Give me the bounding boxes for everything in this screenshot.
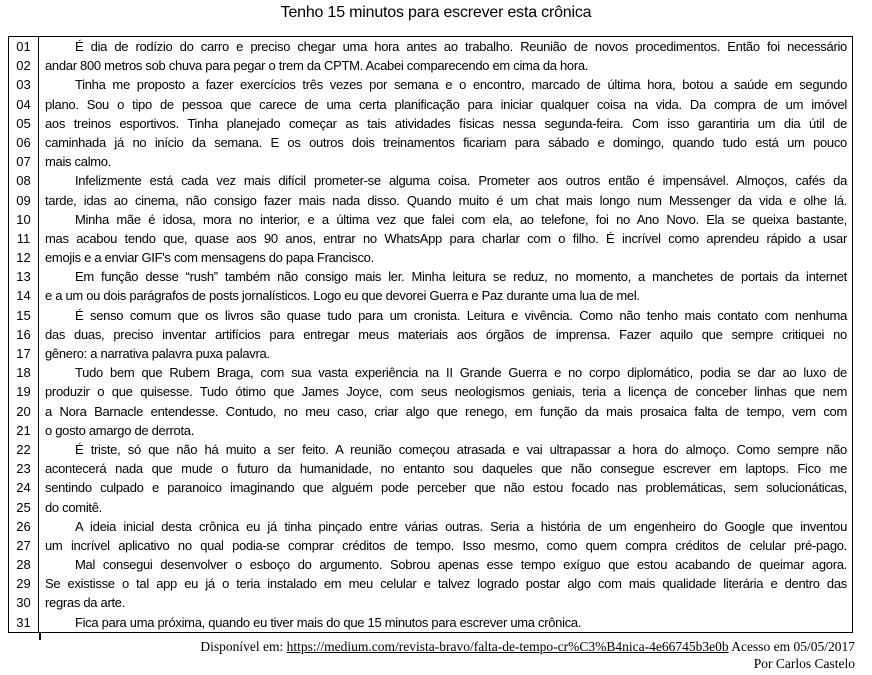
table-row	[9, 517, 852, 536]
line-number: 23	[9, 459, 39, 478]
line-text: acontecerá nada que mude o futuro da humanidade, no entanto sou daqueles que não consegue escrever em laptops. Fico me	[45, 461, 847, 477]
line-text: Se existisse o tal app eu já o teria instalado em meu celular e talvez logrado postar algo com mais qualidade literária e dentro das	[45, 576, 847, 592]
line-number: 14	[9, 286, 39, 305]
line-text: mas acabou tendo que, quase aos 90 anos, entrar no WhatsApp para charlar com o filho. É incrível como aprendeu rápido a usar	[45, 230, 847, 246]
line-text: andar 800 metros sob chuva para pegar o trem da CPTM. Acabei comparecendo em cima da hora.	[45, 58, 589, 74]
line-text: Tudo bem que Rubem Braga, com sua vasta experiência na II Grande Guerra e no corpo diplomático, podia se dar ao luxo de	[75, 365, 847, 381]
line-text: plano. Sou o tipo de pessoa que carece de uma certa planificação para iniciar qualquer coisa na vida. Da compra de um imóvel	[45, 96, 847, 112]
table-row	[9, 613, 852, 632]
line-number: 21	[9, 421, 39, 440]
text-table	[8, 36, 853, 633]
line-text: Mal consegui desenvolver o esboço do argumento. Sobrou apenas esse tempo exíguo que estou acabando de queimar agora.	[75, 557, 847, 573]
line-number: 15	[9, 306, 39, 325]
page-title: Tenho 15 minutos para escrever esta crônica	[280, 4, 592, 21]
table-row	[9, 191, 852, 210]
source-access-date: Acesso em 05/05/2017	[728, 639, 855, 654]
line-text: A ideia inicial desta crônica eu já tinha pinçado entre várias outras. Seria a história de um engenheiro do Google que inventou	[75, 518, 847, 534]
line-text: e a um ou dois parágrafos de posts jornalísticos. Logo eu que devorei Guerra e Paz durante uma lua de mel.	[45, 288, 640, 304]
source-citation	[200, 639, 855, 672]
line-number: 12	[9, 248, 39, 267]
line-text: mais calmo.	[45, 154, 112, 170]
table-row	[9, 382, 852, 401]
line-number: 27	[9, 536, 39, 555]
line-text: emojis e a enviar GIF's com mensagens do papa Francisco.	[45, 250, 374, 266]
line-text: produzir o que quisesse. Tudo ótimo que James Joyce, com seus neologismos geniais, teria a licença de conceber linhas que nem	[45, 384, 847, 400]
table-row	[9, 286, 852, 305]
source-link[interactable]: https://medium.com/revista-bravo/falta-de-tempo-cr%C3%B4nica-4e66745b3e0b	[286, 639, 729, 654]
table-row	[9, 95, 852, 114]
table-row	[9, 459, 852, 478]
line-number: 17	[9, 344, 39, 363]
table-row	[9, 325, 852, 344]
table-row	[9, 133, 852, 152]
line-number: 08	[9, 171, 39, 190]
line-text: gênero: a narrativa palavra puxa palavra.	[45, 346, 270, 361]
table-row	[9, 363, 852, 382]
table-row	[9, 536, 852, 555]
line-text: É triste, só que não há muito a ser feito. A reunião começou atrasada e vai ultrapassar a hora do almoço. Como sempre não	[75, 441, 847, 457]
line-text: aos treinos esportivos. Tinha planejado começar as tais atividades físicas nessa segunda-feira. Com isso garantiria um dia útil de	[45, 115, 847, 131]
line-number: 20	[9, 402, 39, 421]
line-text: a Nora Barnacle entendesse. Contudo, no meu caso, criar algo que renego, em função da mais prosaica falta de tempo, vem com	[45, 403, 847, 419]
line-text: regras da arte.	[45, 595, 126, 611]
line-text: tarde, idas ao cinema, não consigo fazer mais nada disso. Quando muito é um chat mais longo num Messenger da vida e olhe lá.	[45, 192, 847, 208]
table-row	[9, 267, 852, 286]
line-text: das duas, preciso inventar artifícios para entregar meus materiais aos órgãos de imprensa. Fazer aquilo que sempre critiquei no	[45, 326, 847, 342]
line-number: 16	[9, 325, 39, 344]
line-text: Em função desse “rush” também não consigo mais ler. Minha leitura se reduz, no momento, a manchetes de portais da internet	[75, 269, 847, 285]
table-row	[9, 421, 852, 440]
line-text: Fica para uma próxima, quando eu tiver mais do que 15 minutos para escrever uma crônica.	[75, 614, 582, 630]
line-number: 05	[9, 114, 39, 133]
line-text: sentindo culpado e paranoico imaginando que alguém pode perceber que não estou focado nas problemáticas, sem solucionáticas,	[45, 480, 847, 496]
table-row	[9, 210, 852, 229]
line-text: do comitê.	[45, 499, 102, 515]
table-row	[9, 306, 852, 325]
table-row	[9, 56, 852, 75]
line-text: É dia de rodízio do carro e preciso chegar uma hora antes ao trabalho. Reunião de novos procedimentos. Então foi necessário	[75, 39, 847, 54]
line-number: 24	[9, 478, 39, 497]
line-number: 02	[9, 56, 39, 75]
table-row	[9, 555, 852, 574]
table-row	[9, 344, 852, 363]
line-number: 09	[9, 191, 39, 210]
line-number: 04	[9, 95, 39, 114]
table-row	[9, 75, 852, 94]
line-text: o gosto amargo de derrota.	[45, 422, 195, 438]
line-number: 10	[9, 210, 39, 229]
line-text: caminhada já no início da semana. E os outros dois treinamentos ficariam para sábado e domingo, quando tudo está um pouco	[45, 134, 847, 150]
table-row	[9, 114, 852, 133]
line-number: 11	[9, 229, 39, 248]
line-text: um incrível aplicativo no qual podia-se comprar créditos de tempo. Isso mesmo, como quem compra créditos de celular pré-pago.	[45, 537, 847, 553]
line-number: 22	[9, 440, 39, 459]
table-row	[9, 574, 852, 593]
line-number: 01	[9, 37, 39, 56]
line-number: 06	[9, 133, 39, 152]
table-row	[9, 498, 852, 517]
line-number: 29	[9, 574, 39, 593]
line-number: 28	[9, 555, 39, 574]
table-row	[9, 37, 852, 56]
table-row	[9, 593, 852, 612]
line-number: 30	[9, 593, 39, 612]
source-prefix: Disponível em:	[200, 639, 287, 654]
line-text: É senso comum que os livros são quase tudo para um cronista. Leitura e vivência. Como não tenho mais contato com nenhuma	[75, 307, 847, 323]
line-number: 03	[9, 75, 39, 94]
line-number: 31	[9, 613, 39, 632]
line-number: 26	[9, 517, 39, 536]
line-text: Minha mãe é idosa, mora no interior, e a última vez que falei com ela, ao telefone, foi no Ano Novo. Ela se queixa bastante,	[75, 211, 847, 227]
line-number: 18	[9, 363, 39, 382]
line-number: 25	[9, 498, 39, 517]
line-number: 19	[9, 382, 39, 401]
line-number: 13	[9, 267, 39, 286]
table-row	[9, 152, 852, 171]
source-line	[200, 639, 855, 656]
line-text: Infelizmente está cada vez mais difícil prometer-se alguma coisa. Prometer aos outros então é impensável. Almoços, cafés da	[75, 173, 847, 189]
table-row	[9, 402, 852, 421]
table-row	[9, 229, 852, 248]
author-byline: Por Carlos Castelo	[753, 655, 855, 671]
table-row	[9, 440, 852, 459]
line-text: Tinha me proposto a fazer exercícios três vezes por semana e o encontro, marcado de última hora, botou a saúde em segundo	[75, 77, 847, 93]
table-row	[9, 171, 852, 190]
table-row	[9, 478, 852, 497]
table-row	[9, 248, 852, 267]
line-number: 07	[9, 152, 39, 171]
column-divider-tail	[39, 633, 41, 640]
